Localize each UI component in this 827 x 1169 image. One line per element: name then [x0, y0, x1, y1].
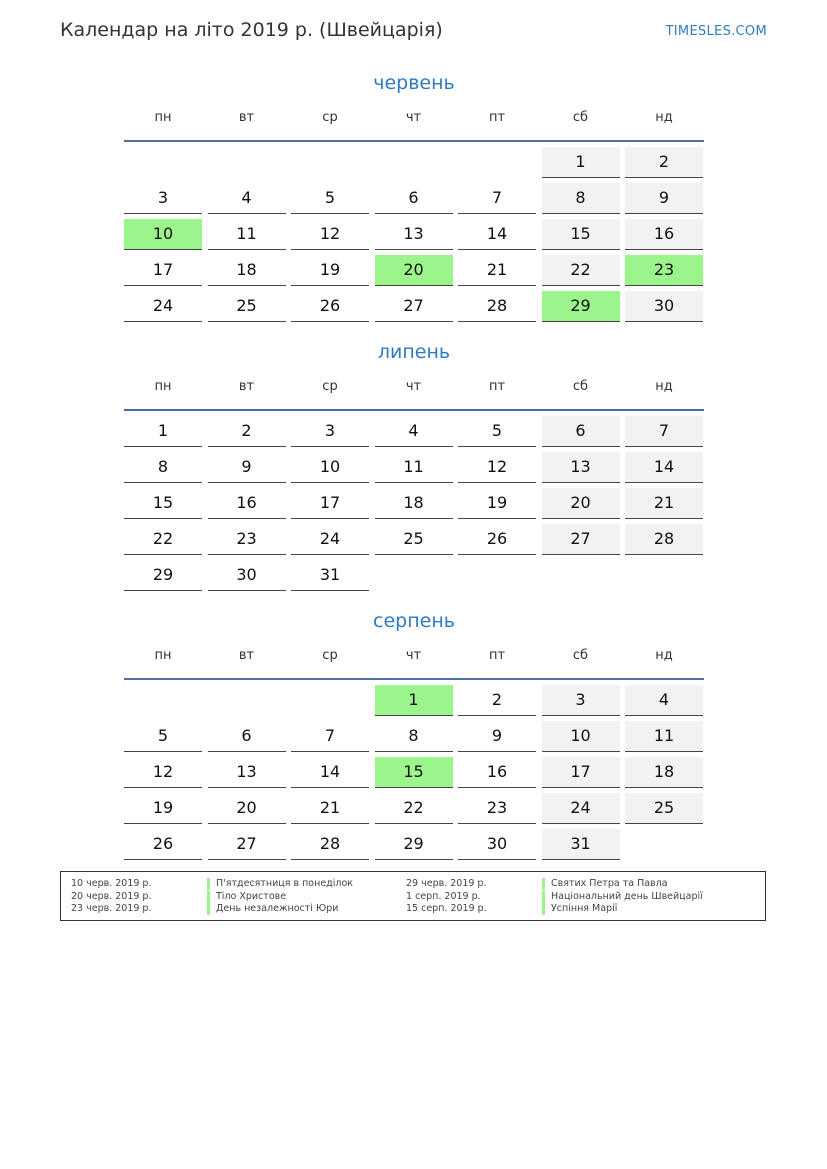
month-3 — [124, 608, 704, 853]
month-1 — [124, 70, 704, 315]
weekday-label: вт — [238, 110, 255, 125]
day-cell[interactable]: 1 — [375, 685, 453, 716]
weekday-label: пт — [488, 110, 506, 125]
day-cell[interactable]: 26 — [124, 829, 202, 860]
day-cell[interactable]: 31 — [542, 829, 620, 860]
day-cell[interactable]: 5 — [291, 183, 369, 214]
day-cell[interactable]: 1 — [124, 416, 202, 447]
weekday-label: чт — [405, 379, 422, 394]
weekday-label: пн — [154, 110, 172, 125]
day-cell[interactable]: 12 — [291, 219, 369, 250]
month-name: червень — [373, 72, 455, 94]
legend-date: 29 черв. 2019 р. — [406, 878, 487, 889]
day-cell[interactable]: 26 — [458, 524, 536, 555]
day-cell[interactable]: 25 — [625, 793, 703, 824]
day-cell[interactable]: 9 — [208, 452, 286, 483]
day-cell[interactable]: 27 — [542, 524, 620, 555]
day-cell[interactable]: 25 — [208, 291, 286, 322]
weekday-header — [124, 106, 704, 142]
day-cell[interactable]: 2 — [625, 147, 703, 178]
weekday-label: сб — [572, 648, 589, 663]
day-cell[interactable]: 24 — [124, 291, 202, 322]
day-cell[interactable]: 17 — [124, 255, 202, 286]
day-cell[interactable]: 28 — [625, 524, 703, 555]
legend-date: 20 черв. 2019 р. — [71, 890, 152, 902]
day-cell[interactable]: 20 — [375, 255, 453, 286]
day-cell[interactable]: 9 — [458, 721, 536, 752]
day-cell[interactable]: 30 — [625, 291, 703, 322]
day-cell[interactable]: 6 — [375, 183, 453, 214]
day-cell[interactable]: 2 — [458, 685, 536, 716]
day-cell[interactable]: 15 — [542, 219, 620, 250]
weekday-label: нд — [655, 110, 673, 125]
weekday-label: пт — [488, 648, 506, 663]
legend-holiday-name: Тіло Христове — [207, 891, 286, 903]
day-cell[interactable]: 18 — [208, 255, 286, 286]
day-cell[interactable]: 9 — [625, 183, 703, 214]
legend-holiday-name: П'ятдесятниця в понеділок — [207, 878, 353, 890]
day-cell[interactable]: 22 — [124, 524, 202, 555]
day-cell[interactable]: 12 — [458, 452, 536, 483]
day-cell[interactable]: 19 — [291, 255, 369, 286]
day-cell[interactable]: 14 — [458, 219, 536, 250]
weekday-label: вт — [238, 648, 255, 663]
day-cell[interactable]: 23 — [625, 255, 703, 286]
day-cell[interactable]: 21 — [291, 793, 369, 824]
weekday-label: вт — [238, 379, 255, 394]
day-cell[interactable]: 22 — [375, 793, 453, 824]
legend-holiday-name: Національний день Швейцарії — [542, 891, 703, 903]
day-cell[interactable]: 27 — [208, 829, 286, 860]
day-cell[interactable]: 4 — [375, 416, 453, 447]
month-name: липень — [377, 341, 451, 363]
day-cell[interactable]: 29 — [375, 829, 453, 860]
day-cell[interactable]: 11 — [625, 721, 703, 752]
weekday-label: пт — [488, 379, 506, 394]
weekday-label: нд — [655, 648, 673, 663]
day-cell[interactable]: 13 — [208, 757, 286, 788]
day-cell[interactable]: 15 — [124, 488, 202, 519]
day-cell[interactable]: 3 — [542, 685, 620, 716]
day-cell[interactable]: 5 — [458, 416, 536, 447]
day-cell[interactable]: 30 — [208, 560, 286, 591]
day-cell[interactable]: 20 — [208, 793, 286, 824]
weekday-header — [124, 375, 704, 411]
day-cell[interactable]: 14 — [291, 757, 369, 788]
day-cell[interactable]: 10 — [291, 452, 369, 483]
day-cell[interactable]: 2 — [208, 416, 286, 447]
month-2 — [124, 339, 704, 584]
day-cell[interactable]: 23 — [208, 524, 286, 555]
page-title: Календар на літо 2019 р. (Швейцарія) — [60, 19, 443, 41]
weekday-label: чт — [405, 648, 422, 663]
day-cell[interactable]: 4 — [625, 685, 703, 716]
day-cell[interactable]: 17 — [291, 488, 369, 519]
day-cell[interactable]: 20 — [542, 488, 620, 519]
weekday-label: пн — [154, 648, 172, 663]
day-cell[interactable]: 15 — [375, 757, 453, 788]
day-cell[interactable]: 29 — [124, 560, 202, 591]
holiday-legend — [60, 871, 766, 921]
day-cell[interactable]: 8 — [542, 183, 620, 214]
day-cell[interactable]: 1 — [542, 147, 620, 178]
weekday-label: ср — [322, 648, 338, 663]
weekday-label: пн — [154, 379, 172, 394]
day-cell[interactable]: 11 — [208, 219, 286, 250]
weekday-label: сб — [572, 110, 589, 125]
legend-holiday-name: Успіння Марії — [542, 903, 617, 915]
day-cell[interactable]: 16 — [625, 219, 703, 250]
month-name: серпень — [373, 610, 455, 632]
brand-link[interactable]: TIMESLES.COM — [665, 24, 767, 39]
day-cell[interactable]: 18 — [375, 488, 453, 519]
weekday-label: сб — [572, 379, 589, 394]
day-cell[interactable]: 18 — [625, 757, 703, 788]
day-cell[interactable]: 6 — [542, 416, 620, 447]
day-cell[interactable]: 7 — [625, 416, 703, 447]
day-cell[interactable]: 10 — [542, 721, 620, 752]
day-cell[interactable]: 6 — [208, 721, 286, 752]
day-cell[interactable]: 31 — [291, 560, 369, 591]
day-cell[interactable]: 28 — [291, 829, 369, 860]
day-cell[interactable]: 21 — [625, 488, 703, 519]
weekday-label: нд — [655, 379, 673, 394]
day-cell[interactable]: 21 — [458, 255, 536, 286]
day-cell[interactable]: 25 — [375, 524, 453, 555]
day-cell[interactable]: 23 — [458, 793, 536, 824]
day-cell[interactable]: 28 — [458, 291, 536, 322]
day-cell[interactable]: 29 — [542, 291, 620, 322]
weekday-label: ср — [322, 110, 338, 125]
day-cell[interactable]: 24 — [542, 793, 620, 824]
day-cell[interactable]: 17 — [542, 757, 620, 788]
legend-date: 1 серп. 2019 р. — [406, 890, 481, 902]
day-cell[interactable]: 16 — [458, 757, 536, 788]
day-cell[interactable]: 4 — [208, 183, 286, 214]
day-cell[interactable]: 5 — [124, 721, 202, 752]
day-cell[interactable]: 3 — [124, 183, 202, 214]
day-cell[interactable]: 8 — [124, 452, 202, 483]
day-cell[interactable]: 16 — [208, 488, 286, 519]
legend-date: 23 черв. 2019 р. — [71, 903, 152, 914]
day-cell[interactable]: 26 — [291, 291, 369, 322]
day-cell[interactable]: 19 — [124, 793, 202, 824]
day-cell[interactable]: 13 — [375, 219, 453, 250]
legend-holiday-name: День незалежності Юри — [207, 903, 338, 915]
day-cell[interactable]: 27 — [375, 291, 453, 322]
day-cell[interactable]: 7 — [291, 721, 369, 752]
day-cell[interactable]: 10 — [124, 219, 202, 250]
day-cell[interactable]: 8 — [375, 721, 453, 752]
legend-holiday-name: Святих Петра та Павла — [542, 878, 668, 890]
day-cell[interactable]: 11 — [375, 452, 453, 483]
day-cell[interactable]: 13 — [542, 452, 620, 483]
weekday-header — [124, 644, 704, 680]
weekday-label: ср — [322, 379, 338, 394]
day-cell[interactable]: 12 — [124, 757, 202, 788]
day-cell[interactable]: 3 — [291, 416, 369, 447]
day-cell[interactable]: 14 — [625, 452, 703, 483]
legend-date: 10 черв. 2019 р. — [71, 878, 152, 889]
day-cell[interactable]: 24 — [291, 524, 369, 555]
day-cell[interactable]: 30 — [458, 829, 536, 860]
legend-date: 15 серп. 2019 р. — [406, 903, 487, 914]
day-cell[interactable]: 22 — [542, 255, 620, 286]
day-cell[interactable]: 19 — [458, 488, 536, 519]
day-cell[interactable]: 7 — [458, 183, 536, 214]
weekday-label: чт — [405, 110, 422, 125]
